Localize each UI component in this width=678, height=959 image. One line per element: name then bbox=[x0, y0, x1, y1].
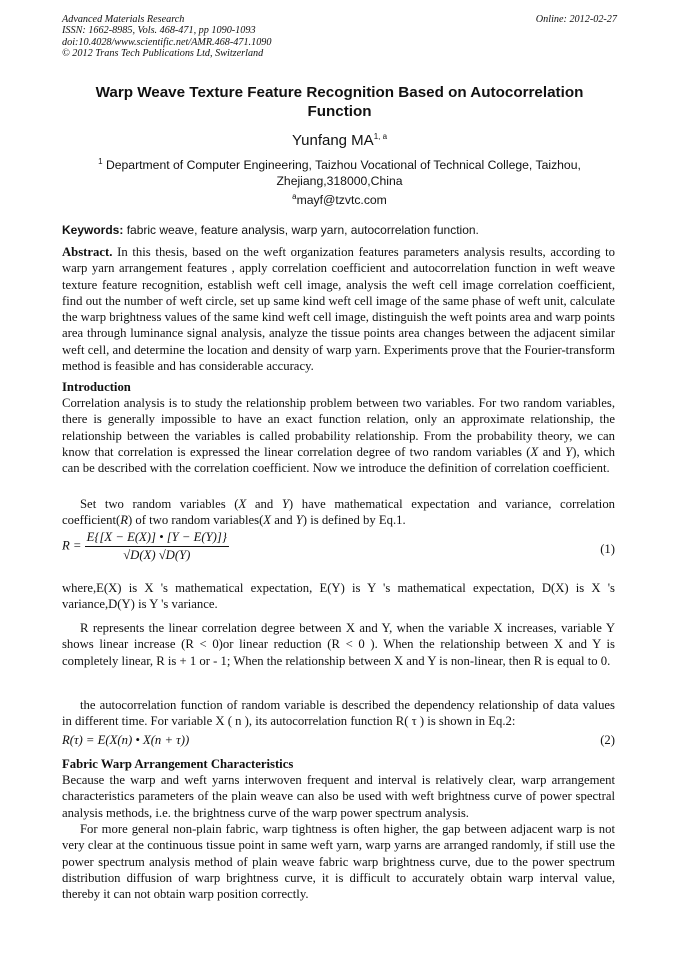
email-address: mayf@tzvtc.com bbox=[296, 193, 387, 207]
intro-paragraph-4: R represents the linear correlation degree between X and Y, when the variable X increases, variable Y shows linear increase (R < 0)or linear reduction (R < 0 ). When the relationship between X and Y is completely linear, R is + 1 or - 1; When the relationship between X and Y is non-linear, then R is equal to 0. bbox=[62, 621, 615, 668]
section-heading-warp: Fabric Warp Arrangement Characteristics bbox=[62, 757, 294, 771]
warp-paragraph-1: Because the warp and weft yarns interwoven frequent and interval is relatively clear, warp arrangement characteristics parameters of the plain weave can also be used with weft brightness curve of power spectral analysis methods, i.e. the brightness curve of the warp power spectrum analysis. bbox=[62, 773, 615, 820]
doi: doi:10.4028/www.scientific.net/AMR.468-471.1090 bbox=[62, 36, 272, 48]
intro-p2d: ) is defined by Eq.1. bbox=[302, 513, 406, 528]
author-sup: 1, a bbox=[373, 132, 388, 141]
intro-paragraph-5: the autocorrelation function of random variable is described the dependency relationship of data values in different time. For variable X ( n ), its autocorrelation function R( τ ) is shown in Eq.2: bbox=[62, 698, 615, 729]
copyright: © 2012 Trans Tech Publications Ltd, Switzerland bbox=[62, 48, 264, 60]
eq1-numerator: E{[X − E(X)] • [Y − E(Y)]} bbox=[85, 530, 229, 547]
issn: ISSN: 1662-8985, Vols. 468-471, pp 1090-1093 bbox=[62, 25, 256, 37]
keywords-text: fabric weave, feature analysis, warp yarn, autocorrelation function. bbox=[126, 223, 479, 237]
affiliation bbox=[62, 157, 617, 189]
eq2-text: R(τ) = E(X(n) • X(n + τ)) bbox=[62, 733, 190, 747]
intro-p1b-text: ), which can be described with the correlation coefficient. Now we introduce the definition of correlation coefficient. bbox=[62, 444, 616, 476]
abstract-label: Abstract. bbox=[62, 245, 113, 259]
var-y: Y bbox=[281, 497, 289, 511]
eq1-number: (1) bbox=[600, 542, 615, 556]
online-date: Online: 2012-02-27 bbox=[535, 14, 617, 25]
affiliation-line-2: Zhejiang,318000,China bbox=[276, 174, 403, 188]
intro-p2b: ) have mathematical expectation and variance, correlation coefficient( bbox=[62, 497, 616, 528]
paper-title bbox=[62, 83, 617, 121]
email-sup: a bbox=[292, 191, 297, 201]
title-line-1: Warp Weave Texture Feature Recognition Based on Autocorrelation bbox=[95, 84, 584, 101]
eq2-number: (2) bbox=[600, 733, 615, 747]
keywords bbox=[62, 223, 617, 237]
intro-paragraph-3: where,E(X) is X 's mathematical expectation, E(Y) is Y 's mathematical expectation, D(X) is X 's variance,D(Y) is Y 's variance. bbox=[62, 581, 615, 612]
abstract-text: In this thesis, based on the weft organization features parameters analysis results, according to warp yarn arrangement features , apply correlation coefficient and autocorrelation function in weft weave texture feature recognition, establish weft cell image, analysis the weft cell image correlation coefficient, find out the number of weft circle, set up same kind weft cell image of the same phase of weft unit, calculate the warp brightness values of the same kind weft cell image, distinguish the weft points area and warp points area through luminance signal analysis, analyze the tissue points area changes between the adjacent similar weft cell, and determine the location and density of warp yarn. Experiments prove that the Fourier-transform method is feasible and has considerable accuracy. bbox=[62, 245, 616, 374]
email bbox=[62, 193, 617, 207]
eq1-fraction bbox=[85, 530, 229, 563]
and-word: and bbox=[542, 444, 561, 459]
author-name: Yunfang MA bbox=[291, 132, 374, 149]
and-word: and bbox=[274, 513, 293, 528]
keywords-label: Keywords: bbox=[62, 223, 124, 237]
equation-1 bbox=[62, 530, 615, 563]
intro-p2a: Set two random variables ( bbox=[80, 497, 239, 511]
var-x: X bbox=[530, 444, 539, 459]
journal-metadata bbox=[62, 14, 617, 60]
equation-2 bbox=[62, 733, 615, 748]
intro-paragraph-1 bbox=[62, 395, 615, 476]
var-y: Y bbox=[565, 444, 573, 459]
var-x: X bbox=[263, 513, 272, 528]
eq1-lhs: R = bbox=[62, 538, 82, 553]
affiliation-sup: 1 bbox=[98, 156, 103, 166]
var-r: R bbox=[120, 513, 128, 528]
var-x: X bbox=[238, 497, 247, 511]
intro-p1-text: Correlation analysis is to study the relationship problem between two variables. For two random variables, there is generally impossible to have an exact function relation, only an approximate relationship, the relationship between the variables is called probability relationship. From the probability theory, we can know that correlation is expressed the linear correlation degree of two random variables ( bbox=[62, 396, 615, 459]
warp-paragraph-2: For more general non-plain fabric, warp tightness is often higher, the gap between adjacent warp is not very clear at the continuous tissue point in same weft yarn, warp yarns are arranged randomly, if still use the power spectrum analysis method of plain weave fabric warp brightness curve, due to the power spectrum distribution diffusion of warp brightness curve, it is difficult to accurately obtain warp interval value, thereby it can not obtain warp position correctly. bbox=[62, 822, 615, 902]
section-heading-introduction: Introduction bbox=[62, 380, 131, 394]
affiliation-line-1: Department of Computer Engineering, Taizhou Vocational of Technical College, Taizhou, bbox=[105, 158, 581, 172]
var-y: Y bbox=[295, 513, 303, 528]
eq1-denominator: √D(X) √D(Y) bbox=[123, 548, 191, 562]
intro-p2c: ) of two random variables( bbox=[128, 513, 264, 528]
abstract bbox=[62, 244, 615, 374]
intro-paragraph-2 bbox=[62, 496, 615, 529]
journal-name: Advanced Materials Research bbox=[62, 14, 185, 25]
title-line-2: Function bbox=[307, 103, 372, 120]
author bbox=[62, 132, 617, 149]
and-word: and bbox=[254, 497, 274, 511]
